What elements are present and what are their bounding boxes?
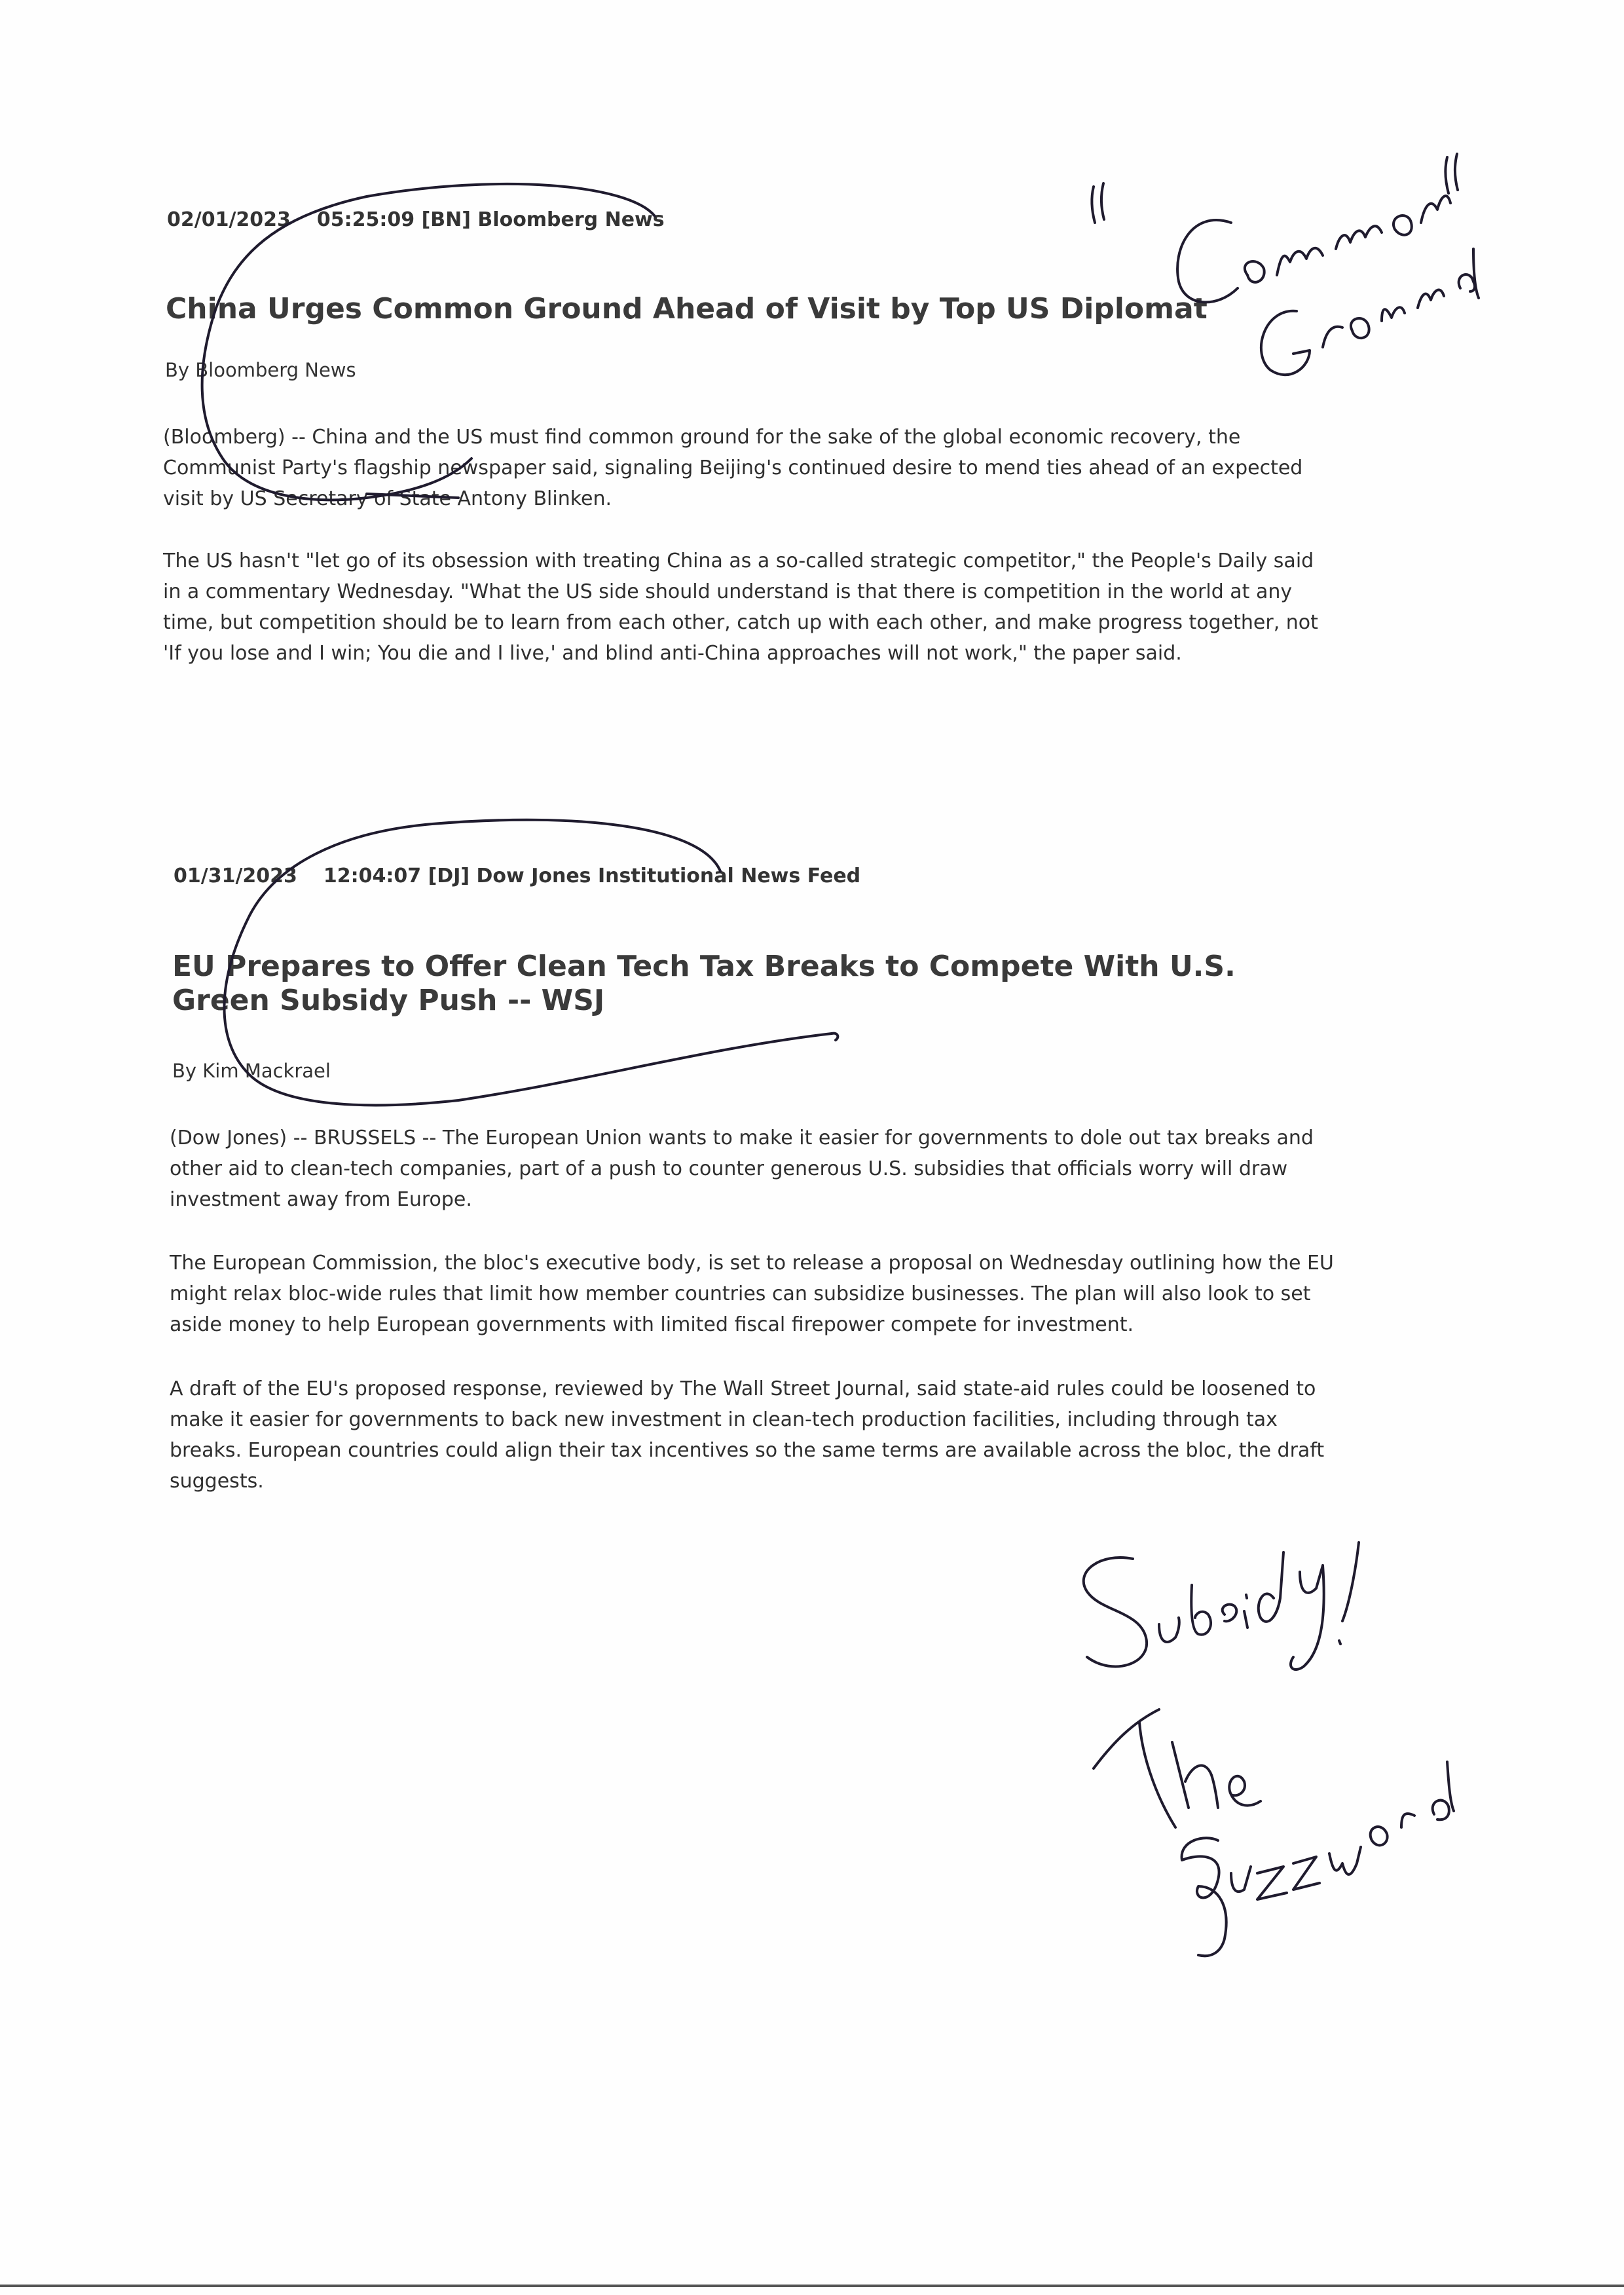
ink-quote-right — [1445, 154, 1458, 193]
article-2-timestamp-source: 12:04:07 [DJ] Dow Jones Institutional News Feed — [323, 865, 861, 887]
article-1-date: 02/01/2023 — [167, 208, 291, 231]
page-bottom-edge — [0, 2285, 1624, 2287]
ink-quote-left — [1092, 183, 1104, 223]
ink-loop-article-2-tail — [832, 1034, 838, 1040]
article-2-paragraph-1: (Dow Jones) -- BRUSSELS -- The European Union wants to make it easier for governments to dole out tax breaks and other aid to clean-tech companies, part of a push to counter generous U.S. subsidies that officials worry will draw investment away from Europe. — [170, 1127, 1314, 1211]
article-2-headline: EU Prepares to Offer Clean Tech Tax Breaks to Compete With U.S. Green Subsidy Push -- WSJ — [172, 950, 1236, 1017]
article-2-date: 01/31/2023 — [174, 865, 297, 887]
ink-word-ground — [1261, 249, 1479, 375]
ink-word-subsidy — [1084, 1542, 1359, 1670]
article-2-paragraph-2: The European Commission, the bloc's executive body, is set to release a proposal on Wednesday outlining how the EU might relax bloc-wide rules that limit how member countries can subsidize businesses. The plan will also look to set aside money to help European governments with limited fiscal firepower compete for investment. — [170, 1252, 1334, 1336]
article-1-paragraph-1: (Bloomberg) -- China and the US must find common ground for the sake of the global economic recovery, the Communist Party's flagship newspaper said, signaling Beijing's continued desire to mend ties ahead of an expected visit by US Secretary of State Antony Blinken. — [163, 426, 1303, 510]
article-1-byline: By Bloomberg News — [165, 359, 356, 381]
article-1-timestamp-source: 05:25:09 [BN] Bloomberg News — [316, 208, 665, 231]
article-1-meta — [167, 208, 665, 231]
article-1-paragraph-2: The US hasn't "let go of its obsession with treating China as a so-called strategic competitor," the People's Daily said in a commentary Wednesday. "What the US side should understand is that there is competition in the world at any time, but competition should be to learn from each other, catch up with each other, and make progress together, not 'If you lose and I win; You die and I live,' and blind anti-China approaches will not work," the paper said. — [163, 550, 1318, 665]
article-2-paragraph-3: A draft of the EU's proposed response, reviewed by The Wall Street Journal, said state-aid rules could be loosened to make it easier for governments to back new investment in clean-tech production facilities, including through tax breaks. European countries could align their tax incentives so the same terms are available across the bloc, the draft suggests. — [170, 1377, 1325, 1493]
article-2-meta — [174, 865, 860, 887]
article-2-byline: By Kim Mackrael — [172, 1060, 331, 1082]
ink-word-common — [1177, 196, 1450, 302]
ink-word-the — [1094, 1709, 1261, 1827]
ink-word-buzzword — [1182, 1762, 1454, 1956]
article-1-headline: China Urges Common Ground Ahead of Visit by Top US Diplomat — [166, 292, 1208, 326]
